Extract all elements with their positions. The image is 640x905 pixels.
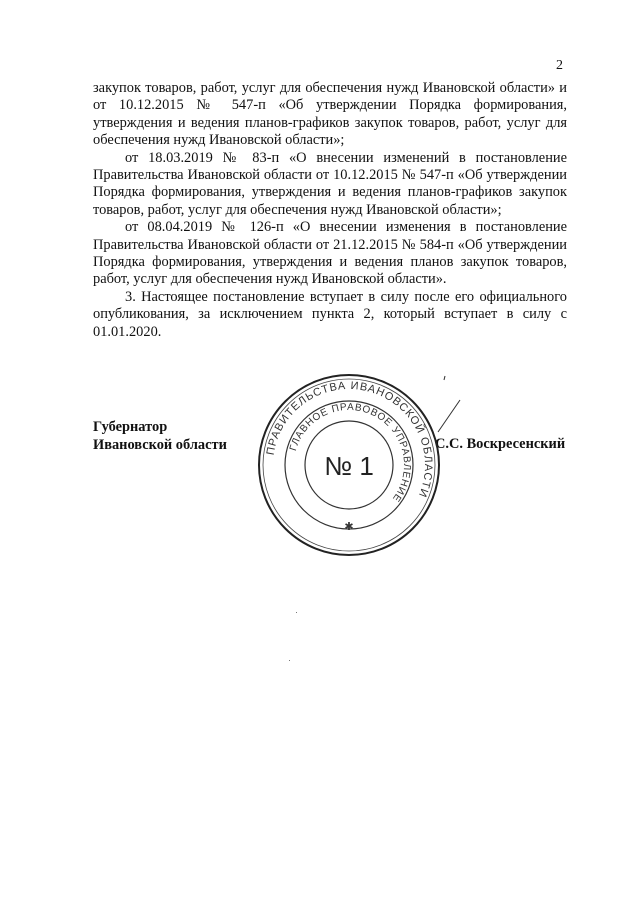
scan-speck	[289, 660, 290, 661]
signature-stroke-icon	[430, 372, 470, 440]
paragraph-amendment-83: от 18.03.2019 № 83-п «О внесении изменений в постановление Правительства Ивановской области от 10.12.2015 № 547-п «Об утверждении Порядка формирования, утверждения и ведения планов-графиков закупок товаров, работ, услуг для обеспечения нужд Ивановской области»;	[93, 149, 567, 218]
signatory-name: С.С. Воскресенский	[435, 436, 566, 452]
paragraph-continuation: закупок товаров, работ, услуг для обеспечения нужд Ивановской области» и от 10.12.2015 № 547-п «Об утверждении Порядка формирования, утверждения и ведения планов-графиков закупок товаров, работ, услуг для обеспечения нужд Ивановской области»;	[93, 80, 567, 149]
signatory-position-line1: Губернатор	[93, 419, 168, 435]
seal-star-icon: ✱	[344, 521, 354, 533]
official-seal	[256, 372, 442, 558]
paragraph-amendment-126: от 08.04.2019 № 126-п «О внесении изменения в постановление Правительства Ивановской области от 21.12.2015 № 584-п «Об утверждении Порядка формирования, утверждения и ведения планов закупок товаров, работ, услуг для обеспечения нужд Ивановской области».	[93, 219, 567, 288]
signatory-position-line2: Ивановской области	[93, 437, 227, 453]
signatory-position	[93, 418, 227, 454]
document-body	[93, 80, 567, 341]
paragraph-effective-date: 3. Настоящее постановление вступает в силу после его официального опубликования, за исключением пункта 2, который вступает в силу с 01.01.2020.	[93, 288, 567, 340]
scan-speck	[296, 612, 297, 613]
seal-number: № 1	[324, 451, 374, 481]
seal-inner-text: ГЛАВНОЕ ПРАВОВОЕ УПРАВЛЕНИЕ	[287, 401, 413, 504]
seal-outer-text: ПРАВИТЕЛЬСТВА ИВАНОВСКОЙ ОБЛАСТИ	[264, 379, 435, 500]
page-number: 2	[556, 58, 563, 73]
